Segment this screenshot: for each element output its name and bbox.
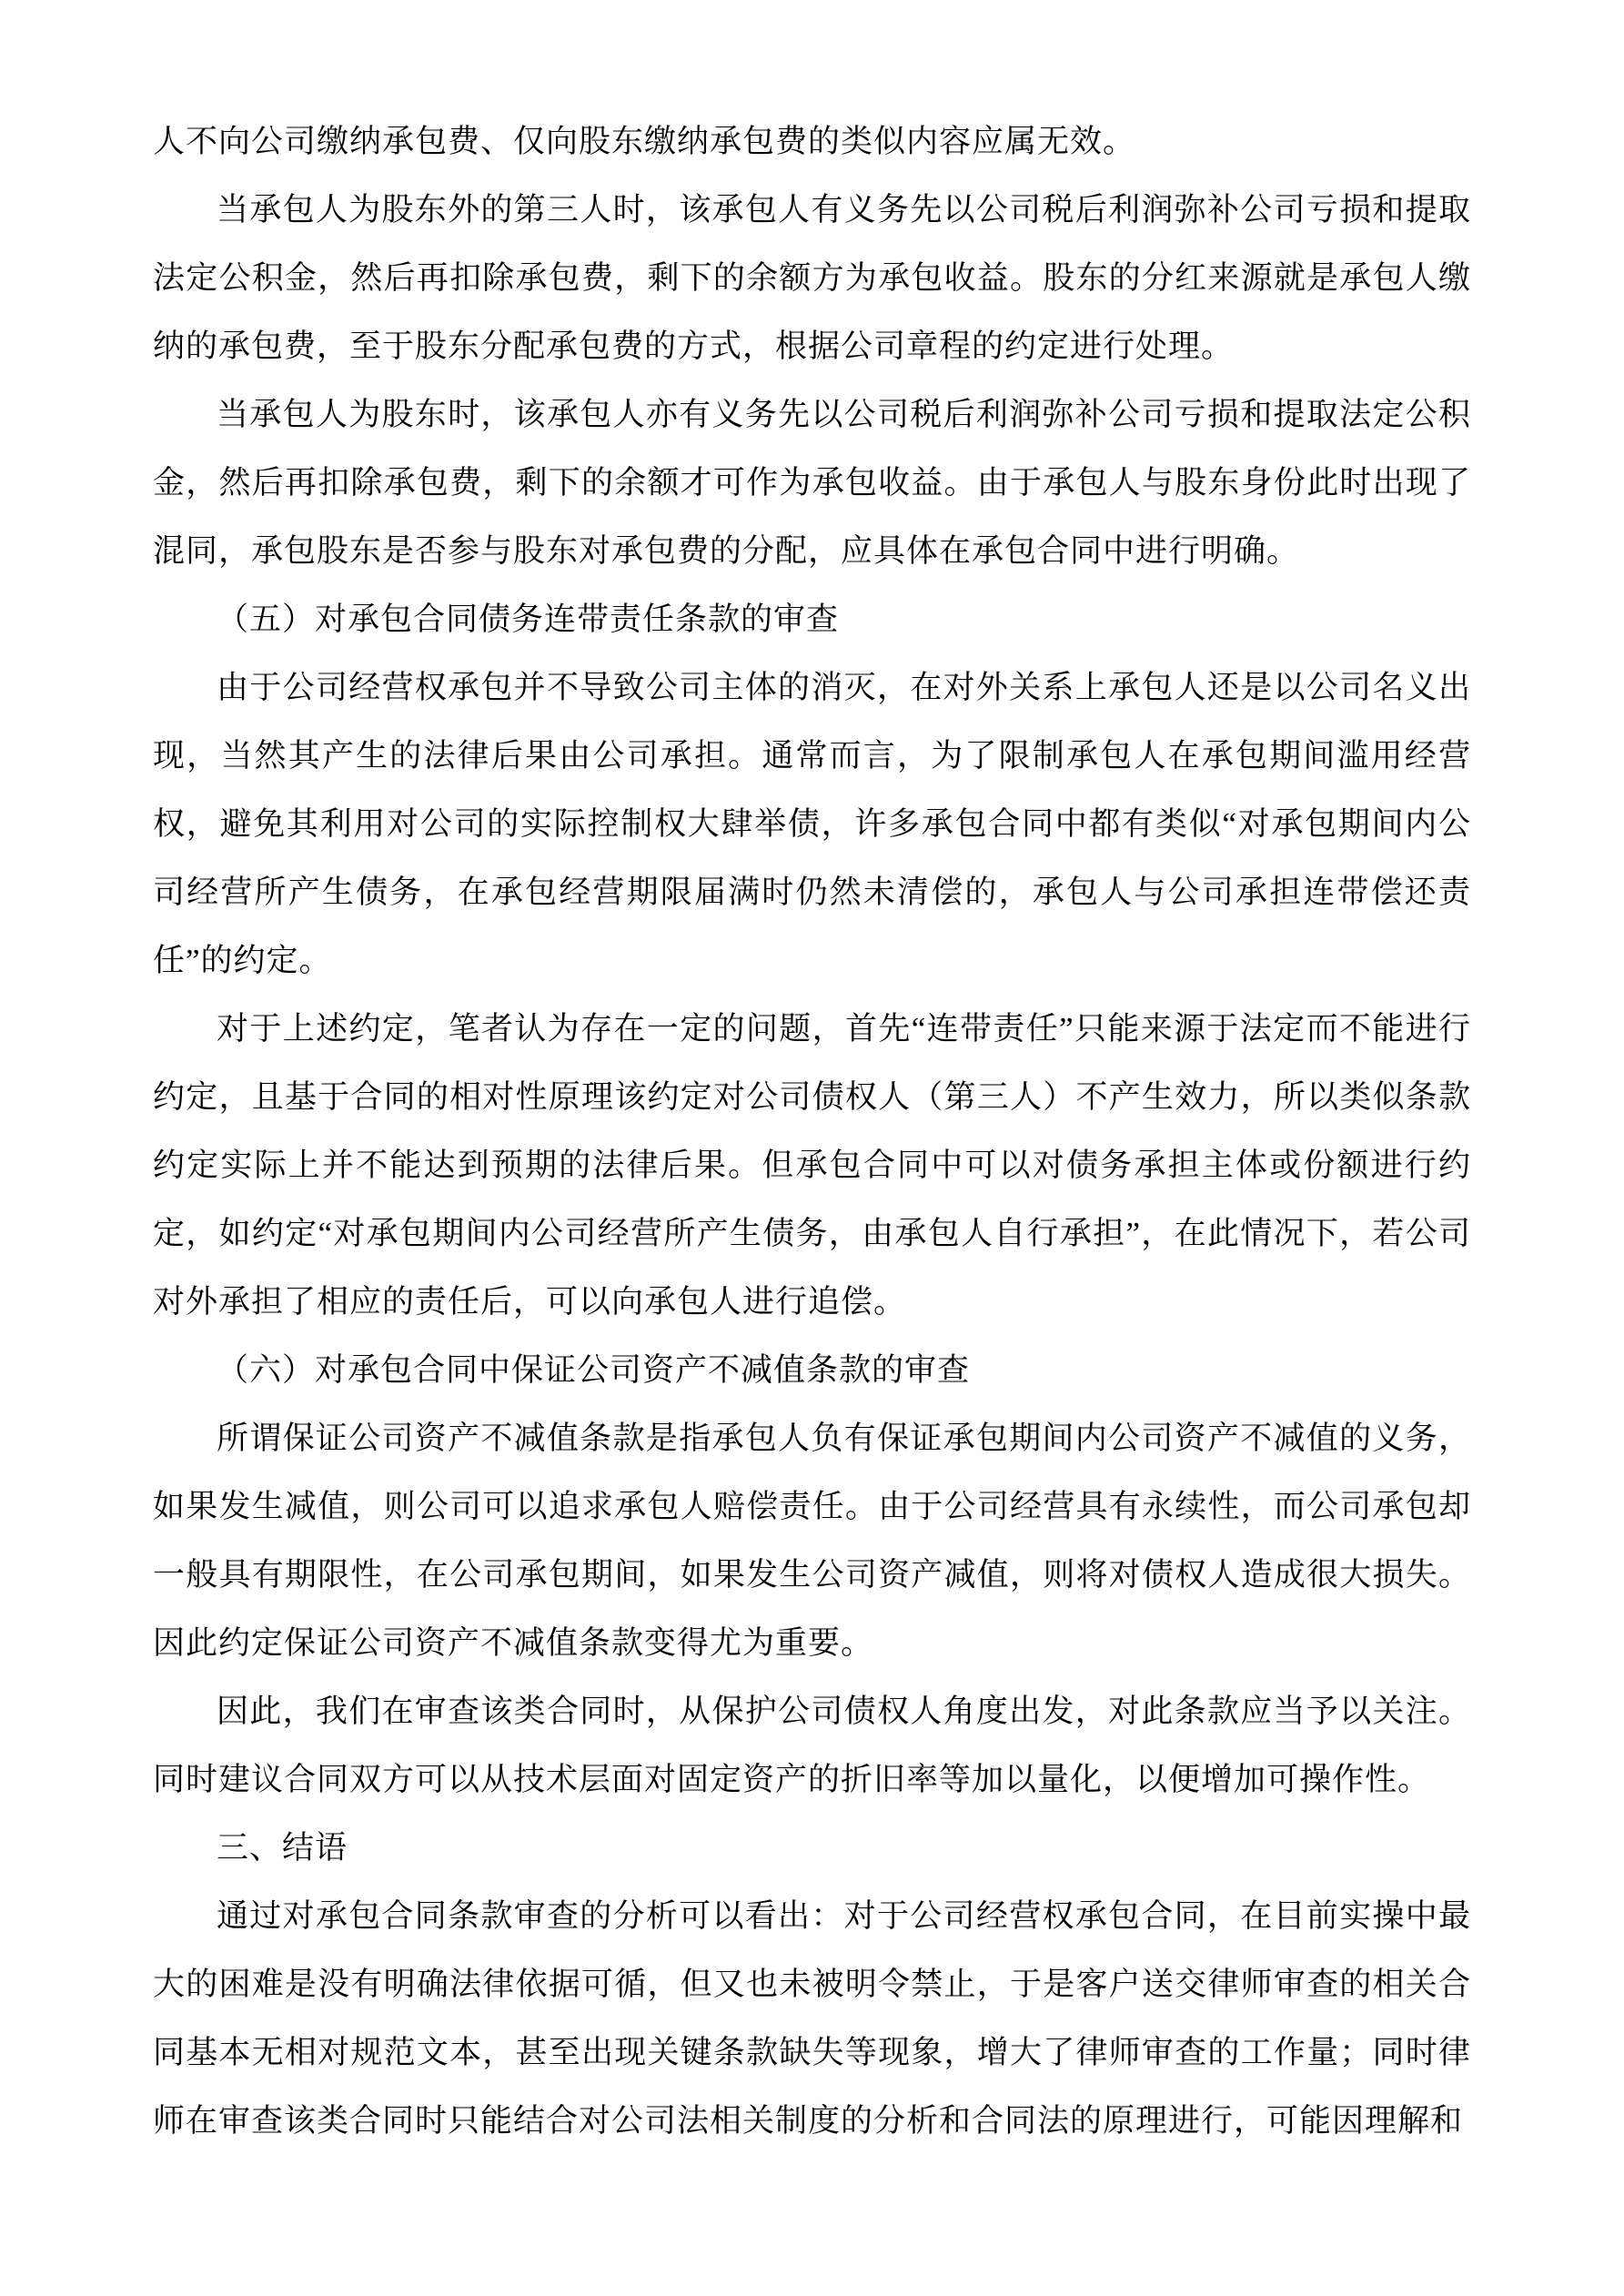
paragraph: 所谓保证公司资产不减值条款是指承包人负有保证承包期间内公司资产不减值的义务，如果发生减值，则公司可以追求承包人赔偿责任。由于公司经营具有永续性，而公司承包却一般具有期限性，在公司承包期间，如果发生公司资产减值，则将对债权人造成很大损失。因此约定保证公司资产不减值条款变得尤为重要。	[153, 1421, 1471, 1661]
paragraph: 对于上述约定，笔者认为存在一定的问题，首先“连带责任”只能来源于法定而不能进行约定，且基于合同的相对性原理该约定对公司债权人（第三人）不产生效力，所以类似条款约定实际上并不能达到预期的法律后果。但承包合同中可以对债务承担主体或份额进行约定，如约定“对承包期间内公司经营所产生债务，由承包人自行承担”，在此情况下，若公司对外承担了相应的责任后，可以向承包人进行追偿。	[153, 1011, 1471, 1320]
paragraph: 由于公司经营权承包并不导致公司主体的消灭，在对外关系上承包人还是以公司名义出现，当然其产生的法律后果由公司承担。通常而言，为了限制承包人在承包期间滥用经营权，避免其利用对公司的实际控制权大肆举债，许多承包合同中都有类似“对承包期间内公司经营所产生债务，在承包经营期限届满时仍然未清偿的，承包人与公司承担连带偿还责任”的约定。	[153, 670, 1471, 978]
paragraph-continuation: 人不向公司缴纳承包费、仅向股东缴纳承包费的类似内容应属无效。	[153, 124, 1136, 159]
paragraph: 通过对承包合同条款审查的分析可以看出：对于公司经营权承包合同，在目前实操中最大的困难是没有明确法律依据可循，但又也未被明令禁止，于是客户送交律师审查的相关合同基本无相对规范文本，甚至出现关键条款缺失等现象，增大了律师审查的工作量；同时律师在审查该类合同时只能结合对公司法相关制度的分析和合同法的原理进行，可能因理解和	[153, 1898, 1471, 2139]
document-body	[153, 107, 1471, 2155]
paragraph: 当承包人为股东时，该承包人亦有义务先以公司税后利润弥补公司亏损和提取法定公积金，然后再扣除承包费，剩下的余额才可作为承包收益。由于承包人与股东身份此时出现了混同，承包股东是否参与股东对承包费的分配，应具体在承包合同中进行明确。	[153, 397, 1471, 569]
paragraph: 当承包人为股东外的第三人时，该承包人有义务先以公司税后利润弥补公司亏损和提取法定公积金，然后再扣除承包费，剩下的余额方为承包收益。股东的分红来源就是承包人缴纳的承包费，至于股东分配承包费的方式，根据公司章程的约定进行处理。	[153, 192, 1471, 364]
section-heading-5: （五）对承包合同债务连带责任条款的审查	[217, 602, 840, 637]
section-heading-6: （六）对承包合同中保证公司资产不减值条款的审查	[217, 1352, 971, 1388]
section-heading-conclusion: 三、结语	[217, 1830, 348, 1866]
paragraph: 因此，我们在审查该类合同时，从保护公司债权人角度出发，对此条款应当予以关注。同时建议合同双方可以从技术层面对固定资产的折旧率等加以量化，以便增加可操作性。	[153, 1694, 1471, 1797]
